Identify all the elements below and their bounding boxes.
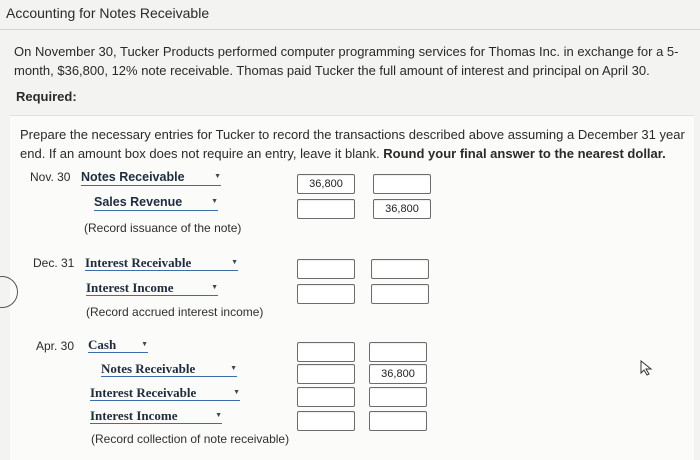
entry-date-nov30: Nov. 30 <box>30 170 71 184</box>
account-select-apr30-4[interactable] <box>90 408 222 424</box>
account-select-apr30-3[interactable] <box>90 385 240 401</box>
account-label: Notes Receivable <box>81 170 185 184</box>
account-label: Interest Income <box>86 280 174 295</box>
entry-date-dec31: Dec. 31 <box>33 256 75 270</box>
account-label: Cash <box>88 337 117 352</box>
debit-input-nov30-1[interactable]: 36,800 <box>297 174 355 194</box>
instructions-bold: Round your final answer to the nearest dollar. <box>383 146 666 161</box>
entry-note-dec31: (Record accrued interest income) <box>86 305 264 319</box>
debit-input-apr30-3[interactable] <box>297 387 355 407</box>
dropdown-arrow-icon: ▼ <box>214 173 221 180</box>
account-label: Interest Receivable <box>85 255 192 270</box>
debit-input-nov30-2[interactable] <box>297 199 355 219</box>
account-label: Interest Income <box>90 408 178 423</box>
debit-input-apr30-4[interactable] <box>297 411 355 431</box>
credit-input-apr30-4[interactable] <box>369 411 427 431</box>
account-select-apr30-2[interactable] <box>101 361 237 377</box>
entry-note-apr30: (Record collection of note receivable) <box>91 432 290 446</box>
credit-input-dec31-1[interactable] <box>371 259 429 279</box>
dropdown-arrow-icon: ▼ <box>211 283 218 291</box>
credit-input-nov30-2[interactable]: 36,800 <box>373 199 431 219</box>
entry-note-nov30: (Record issuance of the note) <box>84 221 242 235</box>
dropdown-arrow-icon: ▼ <box>233 388 240 396</box>
dropdown-arrow-icon: ▼ <box>231 258 238 266</box>
account-label: Sales Revenue <box>94 195 183 209</box>
account-select-nov30-debit[interactable] <box>81 170 221 186</box>
debit-input-dec31-1[interactable] <box>297 259 355 279</box>
credit-input-dec31-2[interactable] <box>371 284 429 304</box>
credit-input-nov30-1[interactable] <box>373 174 431 194</box>
credit-input-apr30-1[interactable] <box>369 342 427 362</box>
instructions-text: Prepare the necessary entries for Tucker to record the transactions described above assuming a December 31 year end. If an amount box does not require an entry, leave it blank. <box>20 127 685 161</box>
account-label: Notes Receivable <box>101 361 196 376</box>
required-label: Required: <box>16 89 77 104</box>
credit-input-apr30-3[interactable] <box>369 387 427 407</box>
dropdown-arrow-icon: ▼ <box>141 340 148 348</box>
page-title: Accounting for Notes Receivable <box>6 5 210 21</box>
credit-input-apr30-2[interactable]: 36,800 <box>369 364 427 384</box>
dropdown-arrow-icon: ▼ <box>215 411 222 419</box>
debit-input-apr30-1[interactable] <box>297 342 355 362</box>
dropdown-arrow-icon: ▼ <box>230 364 237 372</box>
dropdown-arrow-icon: ▼ <box>211 198 218 205</box>
question-text: On November 30, Tucker Products performed computer programming services for Thomas Inc. in exchange for a 5-month, $36,800, 12% note receivable. Thomas paid Tucker the full amount of interest and principal on April 30. <box>14 44 679 78</box>
mouse-pointer-icon <box>640 360 654 376</box>
debit-input-dec31-2[interactable] <box>297 284 355 304</box>
account-label: Interest Receivable <box>90 385 197 400</box>
entry-date-apr30: Apr. 30 <box>36 339 75 353</box>
instructions <box>20 125 688 163</box>
debit-input-apr30-2[interactable] <box>297 364 355 384</box>
account-select-dec31-debit[interactable] <box>85 255 238 271</box>
account-select-nov30-credit[interactable] <box>94 195 218 211</box>
account-select-apr30-1[interactable] <box>88 337 148 353</box>
divider <box>0 29 700 30</box>
account-select-dec31-credit[interactable] <box>86 280 218 296</box>
